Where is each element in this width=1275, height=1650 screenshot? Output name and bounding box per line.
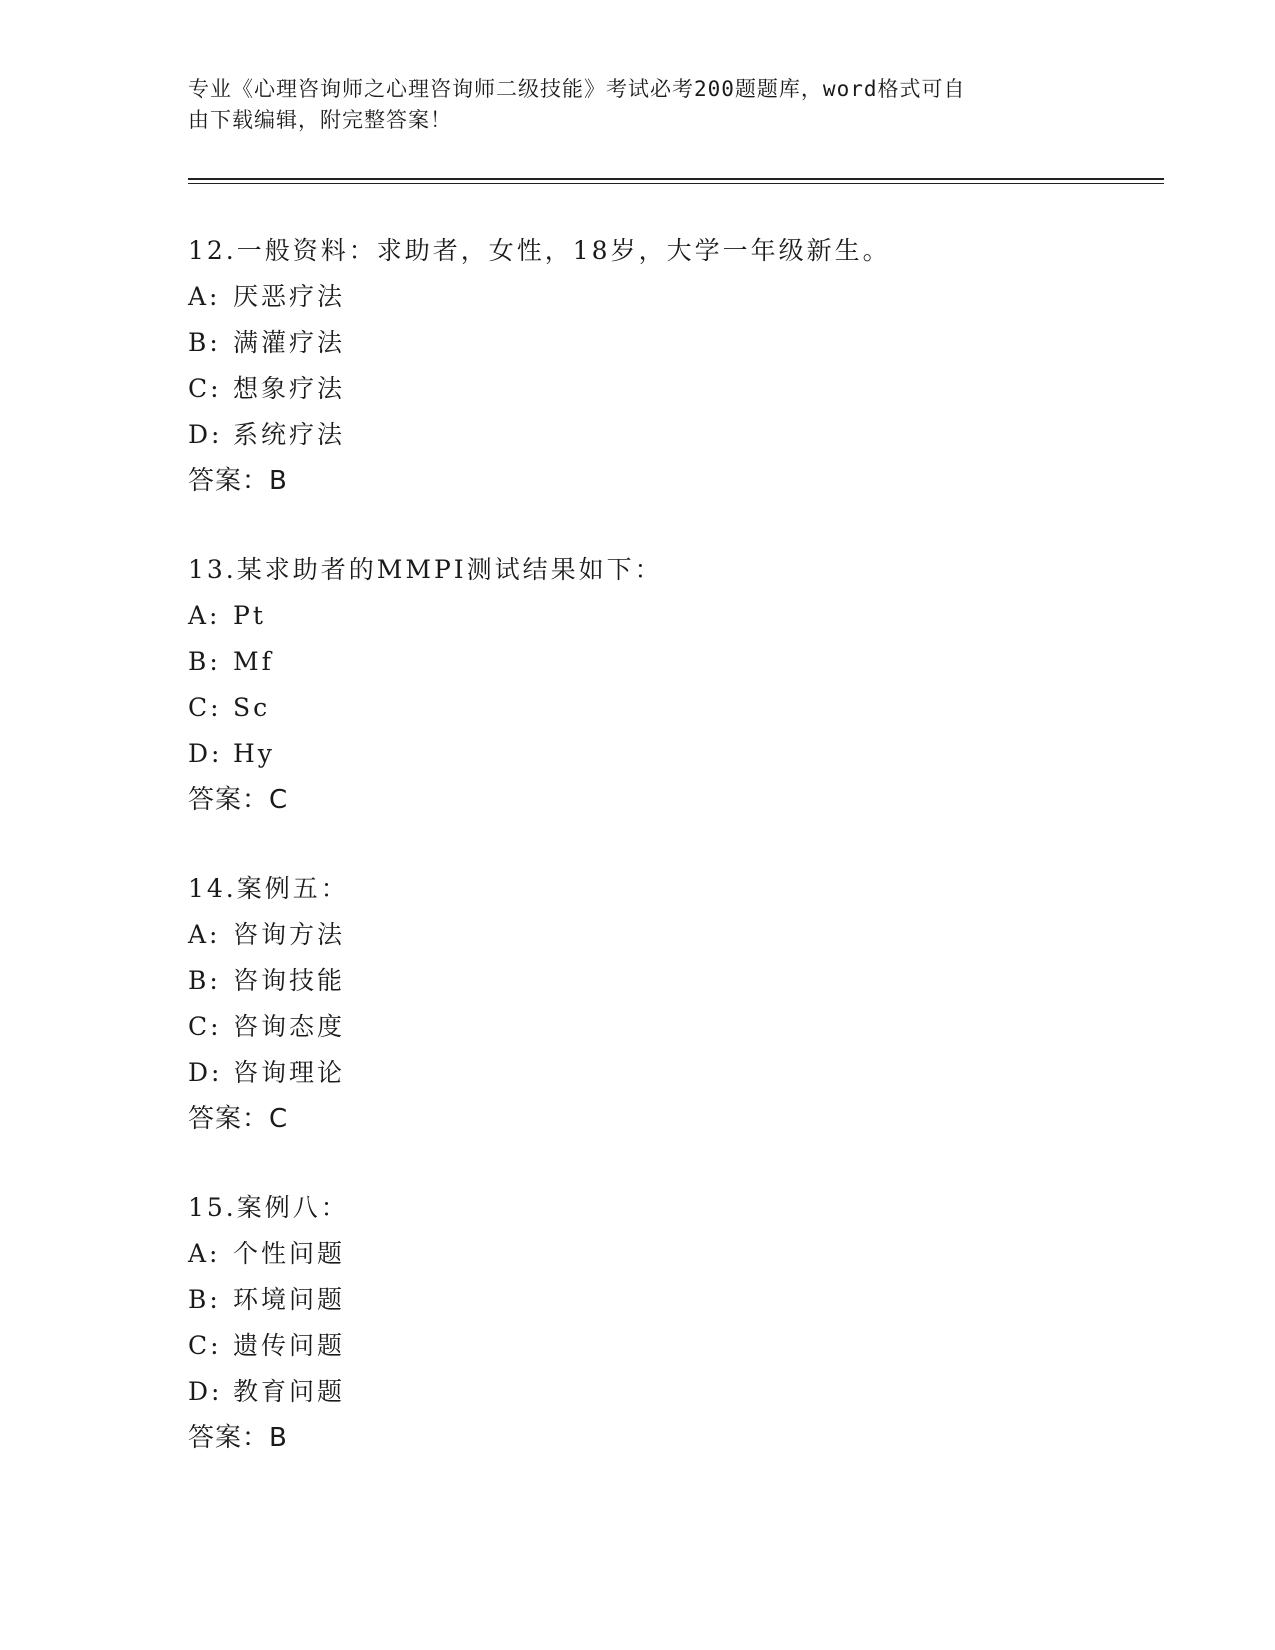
question-12: [188, 228, 1148, 504]
option-d: [188, 731, 1148, 777]
option-d: [188, 412, 1148, 458]
option-a: [188, 1231, 1148, 1277]
question-stem: 15.案例八：: [188, 1193, 349, 1222]
option-letter: A:: [188, 601, 221, 630]
option-text: 满灌疗法: [233, 328, 346, 357]
answer-line: 答案：C: [188, 1104, 289, 1134]
option-letter: B:: [188, 328, 221, 357]
option-d: [188, 1050, 1148, 1096]
option-letter: D:: [188, 1058, 223, 1087]
question-14: [188, 866, 1148, 1142]
answer-line: 答案：B: [188, 466, 288, 496]
option-c: [188, 1323, 1148, 1369]
option-letter: D:: [188, 739, 223, 768]
option-letter: C:: [188, 693, 222, 722]
option-letter: C:: [188, 374, 222, 403]
option-b: [188, 1277, 1148, 1323]
option-text: Hy: [233, 739, 275, 768]
option-text: 咨询理论: [233, 1058, 346, 1087]
intro-line-1: 专业《心理咨询师之心理咨询师二级技能》考试必考200题题库，word格式可自: [188, 77, 966, 101]
option-text: 环境问题: [233, 1285, 346, 1314]
option-letter: A:: [188, 920, 221, 949]
question-13: [188, 547, 1148, 823]
option-d: [188, 1369, 1148, 1415]
option-text: 想象疗法: [233, 374, 346, 403]
option-letter: C:: [188, 1012, 222, 1041]
header-divider-thick: [188, 178, 1164, 180]
option-text: 厌恶疗法: [233, 282, 346, 311]
option-text: 咨询方法: [233, 920, 346, 949]
option-text: Mf: [233, 647, 274, 676]
option-b: [188, 958, 1148, 1004]
option-c: [188, 1004, 1148, 1050]
option-letter: B:: [188, 647, 221, 676]
question-15: [188, 1185, 1148, 1461]
option-letter: D:: [188, 420, 223, 449]
option-letter: A:: [188, 1239, 221, 1268]
option-letter: B:: [188, 1285, 221, 1314]
option-text: 个性问题: [233, 1239, 346, 1268]
question-stem: 14.案例五：: [188, 874, 349, 903]
document-intro: [188, 74, 1068, 136]
option-text: 咨询态度: [233, 1012, 346, 1041]
question-stem: 12.一般资料：求助者，女性，18岁，大学一年级新生。: [188, 236, 891, 265]
option-text: 遗传问题: [233, 1331, 346, 1360]
option-text: Sc: [233, 693, 271, 722]
option-text: 系统疗法: [233, 420, 346, 449]
option-letter: B:: [188, 966, 221, 995]
option-c: [188, 685, 1148, 731]
option-letter: A:: [188, 282, 221, 311]
option-text: Pt: [233, 601, 266, 630]
header-divider-thin: [188, 183, 1164, 184]
option-text: 教育问题: [233, 1377, 346, 1406]
option-letter: C:: [188, 1331, 222, 1360]
option-a: [188, 912, 1148, 958]
question-stem: 13.某求助者的MMPI测试结果如下：: [188, 555, 663, 584]
answer-line: 答案：C: [188, 785, 289, 815]
option-text: 咨询技能: [233, 966, 346, 995]
intro-line-2: 由下载编辑，附完整答案！: [188, 108, 452, 132]
option-a: [188, 593, 1148, 639]
answer-line: 答案：B: [188, 1423, 288, 1453]
option-c: [188, 366, 1148, 412]
option-a: [188, 274, 1148, 320]
option-b: [188, 320, 1148, 366]
option-b: [188, 639, 1148, 685]
option-letter: D:: [188, 1377, 223, 1406]
